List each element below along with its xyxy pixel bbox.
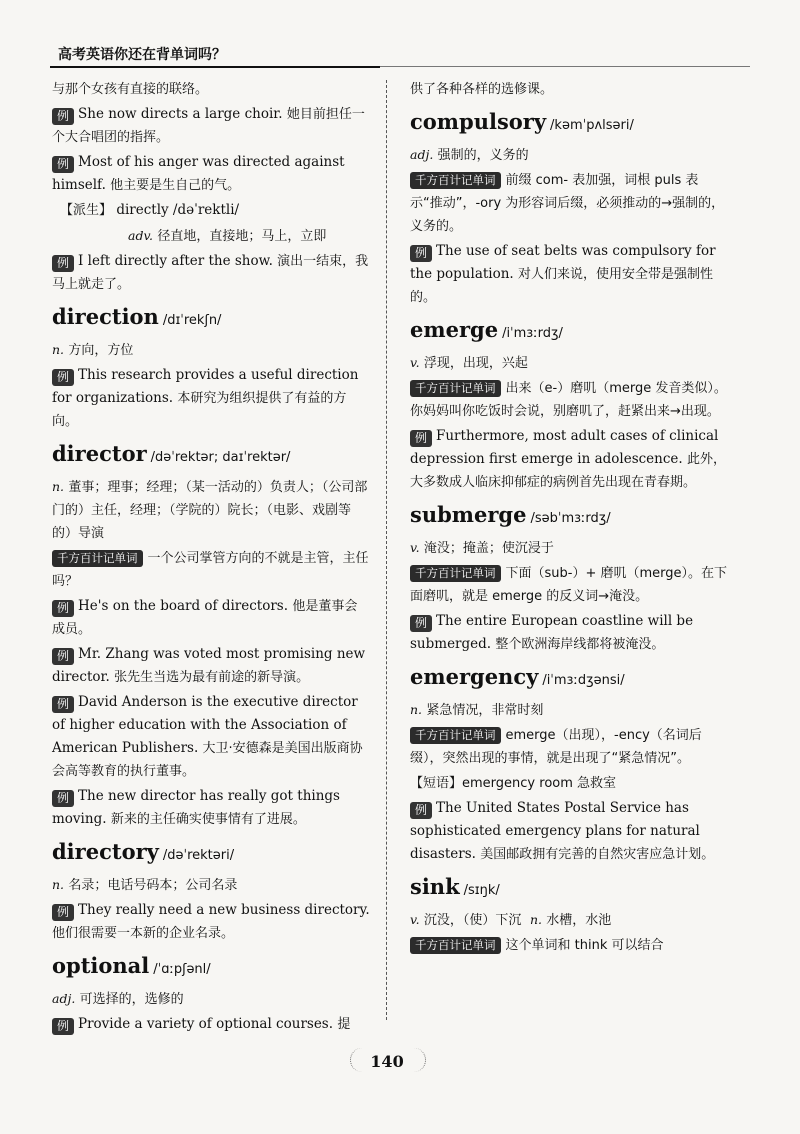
example-en: The entire European coastline will be submerged. [410, 613, 694, 652]
example-icon: 例 [52, 255, 74, 272]
headword-line [410, 315, 728, 349]
memory-tip [410, 377, 728, 423]
example-icon: 例 [410, 245, 432, 262]
headword: optional [52, 953, 150, 978]
example [52, 785, 370, 831]
headword: emergency [410, 664, 539, 689]
definition: 强制的，义务的 [437, 148, 529, 163]
phonetic: /dəˈrektəri/ [162, 848, 235, 863]
definition: 方向，方位 [68, 343, 134, 358]
example-zh: 他们很需要一本新的企业名录。 [52, 926, 235, 941]
example [52, 691, 370, 783]
header-title: 高考英语你还在背单词吗？ [58, 47, 226, 63]
part-of-speech: v. [410, 355, 420, 370]
entry-director [52, 439, 370, 831]
example-en: They really need a new business directory. [78, 902, 370, 918]
memory-tip [52, 547, 370, 593]
headword-line [52, 439, 370, 473]
memory-text: 一个公司掌管方向的不就是主管，主任吗？ [52, 551, 369, 589]
phonetic: /iˈmɜːrdʒ/ [502, 326, 563, 341]
example-en: He's on the board of directors. [78, 598, 289, 614]
example [410, 797, 728, 866]
page-number: 140 [370, 1052, 404, 1071]
sense [52, 475, 370, 545]
sense [410, 908, 728, 932]
phonetic: /iˈmɜːdʒənsi/ [542, 673, 625, 688]
phonetic: /kəmˈpʌlsəri/ [550, 118, 634, 133]
example-zh: 他是董事会成员。 [52, 599, 358, 637]
phonetic: /sɪŋk/ [463, 883, 500, 898]
part-of-speech: n. [52, 479, 65, 494]
example-icon: 例 [52, 904, 74, 921]
continued-text: 与那个女孩有直接的联络。 [52, 82, 209, 97]
example-en: Furthermore, most adult cases of clinical depression first emerge in adolescence. [410, 428, 719, 467]
definition: 董事；理事；经理；（某一活动的）负责人；（公司部门的）主任，经理；（学院的）院长；（电影、戏剧等的）导演 [52, 480, 368, 541]
example [52, 103, 370, 149]
part-of-speech: adj. [410, 147, 434, 162]
memory-text: 出来（e-）磨叽（merge 发音类似）。你妈妈叫你吃饭时会说，别磨叽了，赶紧出来→出现。 [410, 381, 727, 419]
page-header [50, 38, 750, 70]
example-zh: 演出一结束，我马上就走了。 [52, 254, 369, 292]
memory-tip [410, 934, 728, 957]
example-zh: 美国邮政拥有完善的自然灾害应急计划。 [480, 847, 715, 862]
example [410, 240, 728, 309]
memory-badge: 千方百计记单词 [410, 727, 501, 744]
headword: sink [410, 874, 460, 899]
header-rule [50, 66, 380, 68]
example-en: The use of seat belts was compulsory for the population. [410, 243, 716, 282]
example [52, 899, 370, 945]
example-icon: 例 [52, 696, 74, 713]
headword-line [52, 302, 370, 336]
phonetic: /dɪˈrekʃn/ [162, 313, 222, 328]
right-column [410, 76, 728, 959]
example-zh: 整个欧洲海岸线都将被淹没。 [495, 637, 665, 652]
headword: compulsory [410, 109, 547, 134]
memory-badge: 千方百计记单词 [410, 380, 501, 397]
definition: 可选择的，选修的 [79, 992, 184, 1007]
phrase-tag: 【短语】 [410, 776, 463, 791]
phonetic: /dəˈrektər; daɪˈrektər/ [150, 450, 291, 465]
example-en: Most of his anger was directed against himself. [52, 154, 345, 193]
example-icon: 例 [52, 369, 74, 386]
column-divider [386, 80, 387, 1020]
part-of-speech: n. [52, 877, 65, 892]
entry-emerge [410, 315, 728, 494]
headword-line [410, 872, 728, 906]
example-icon: 例 [52, 156, 74, 173]
memory-badge: 千方百计记单词 [410, 937, 501, 954]
example-icon: 例 [52, 1018, 74, 1035]
definition: 浮现，出现，兴起 [423, 356, 528, 371]
example-zh: 大卫·安德森是美国出版商协会高等教育的执行董事。 [52, 741, 363, 779]
example-zh: 提 [337, 1017, 351, 1032]
example-zh: 对人们来说，使用安全带是强制性的。 [410, 267, 714, 305]
continued-text: 供了各种各样的选修课。 [410, 82, 554, 97]
headword: direction [52, 304, 159, 329]
headword-line [52, 951, 370, 985]
headword: director [52, 441, 147, 466]
left-column [52, 76, 370, 1038]
sense [410, 143, 728, 167]
part-of-speech: adj. [52, 991, 76, 1006]
sense [410, 351, 728, 375]
example-zh: 此外，大多数成人临床抑郁症的病例首先出现在青春期。 [410, 452, 727, 490]
example-en: Mr. Zhang was voted most promising new director. [52, 646, 366, 685]
example-icon: 例 [410, 615, 432, 632]
entry-compulsory [410, 107, 728, 309]
example-en: This research provides a useful direction for organizations. [52, 367, 359, 406]
example-icon: 例 [52, 600, 74, 617]
memory-text: 这个单词和 think 可以结合 [505, 938, 664, 953]
memory-text: 下面（sub-）+ 磨叽（merge）。在下面磨叽，就是 emerge 的反义词→淹没。 [410, 566, 728, 604]
example-en: The new director has really got things moving. [52, 788, 340, 827]
example-icon: 例 [52, 648, 74, 665]
sense [52, 873, 370, 897]
example-zh: 她目前担任一个大合唱团的指挥。 [52, 107, 365, 145]
entry-directory [52, 837, 370, 945]
memory-text: 前缀 com- 表加强，词根 puls 表示“推动”，-ory 为形容词后缀，必须推动的→强制的，义务的。 [410, 173, 725, 234]
example [52, 1013, 370, 1036]
example [52, 151, 370, 197]
definition: 淹没；掩盖；使沉浸于 [423, 541, 554, 556]
example-zh: 本研究为组织提供了有益的方向。 [52, 391, 347, 429]
part-of-speech: v. [410, 912, 420, 927]
example [52, 643, 370, 689]
memory-badge: 千方百计记单词 [52, 550, 143, 567]
memory-tip [410, 562, 728, 608]
sense [410, 536, 728, 560]
example-en: Provide a variety of optional courses. [78, 1016, 334, 1032]
headword-line [52, 837, 370, 871]
definition: 名录；电话号码本；公司名录 [68, 878, 238, 893]
entry-emergency [410, 662, 728, 866]
example [52, 364, 370, 433]
part-of-speech: n. [410, 702, 423, 717]
example-zh: 新来的主任确实使事情有了进展。 [110, 812, 306, 827]
example-en: The United States Postal Service has sophisticated emergency plans for natural disasters. [410, 800, 700, 862]
phonetic: /səbˈmɜːrdʒ/ [530, 511, 611, 526]
example-en: David Anderson is the executive director of higher education with the Association of American Publishers. [52, 694, 358, 756]
derive-definition [52, 224, 370, 248]
phrase-text: emergency room 急救室 [462, 776, 617, 791]
memory-tip [410, 724, 728, 770]
headword: submerge [410, 502, 527, 527]
headword-line [410, 107, 728, 141]
part-of-speech: n. [529, 912, 542, 927]
sense [52, 338, 370, 362]
definition: 径直地，直接地；马上，立即 [157, 229, 327, 244]
example-icon: 例 [410, 430, 432, 447]
entry-optional [52, 951, 370, 1036]
example-icon: 例 [410, 802, 432, 819]
entry-direction [52, 302, 370, 433]
part-of-speech: adv. [128, 228, 154, 243]
phonetic: /ˈɑːpʃənl/ [153, 962, 211, 977]
example-icon: 例 [52, 790, 74, 807]
entry-sink [410, 872, 728, 957]
definition: 紧急情况，非常时刻 [426, 703, 544, 718]
headword-line [410, 662, 728, 696]
headword-line [410, 500, 728, 534]
definition: 水槽，水池 [546, 913, 612, 928]
headword: emerge [410, 317, 499, 342]
derive-tag: 【派生】 [60, 203, 113, 218]
phrase [410, 772, 728, 795]
part-of-speech: n. [52, 342, 65, 357]
memory-badge: 千方百计记单词 [410, 565, 501, 582]
example-zh: 张先生当选为最有前途的新导演。 [114, 670, 310, 685]
memory-badge: 千方百计记单词 [410, 172, 501, 189]
example [410, 610, 728, 656]
derive-word: directly /dəˈrektli/ [116, 202, 240, 218]
memory-text: emerge（出现），-ency（名词后缀），突然出现的事情，就是出现了“紧急情况”。 [410, 728, 702, 766]
header-rule-thin [380, 66, 750, 67]
example-icon: 例 [52, 108, 74, 125]
memory-tip [410, 169, 728, 238]
part-of-speech: v. [410, 540, 420, 555]
example [52, 595, 370, 641]
sense [410, 698, 728, 722]
example-en: She now directs a large choir. [78, 106, 283, 122]
definition: 沉没，（使）下沉 [423, 913, 522, 928]
example [410, 425, 728, 494]
headword: directory [52, 839, 159, 864]
derivative [52, 199, 370, 222]
example-zh: 他主要是生自己的气。 [110, 178, 241, 193]
sense [52, 987, 370, 1011]
example [52, 250, 370, 296]
entry-submerge [410, 500, 728, 656]
example-en: I left directly after the show. [78, 253, 273, 269]
